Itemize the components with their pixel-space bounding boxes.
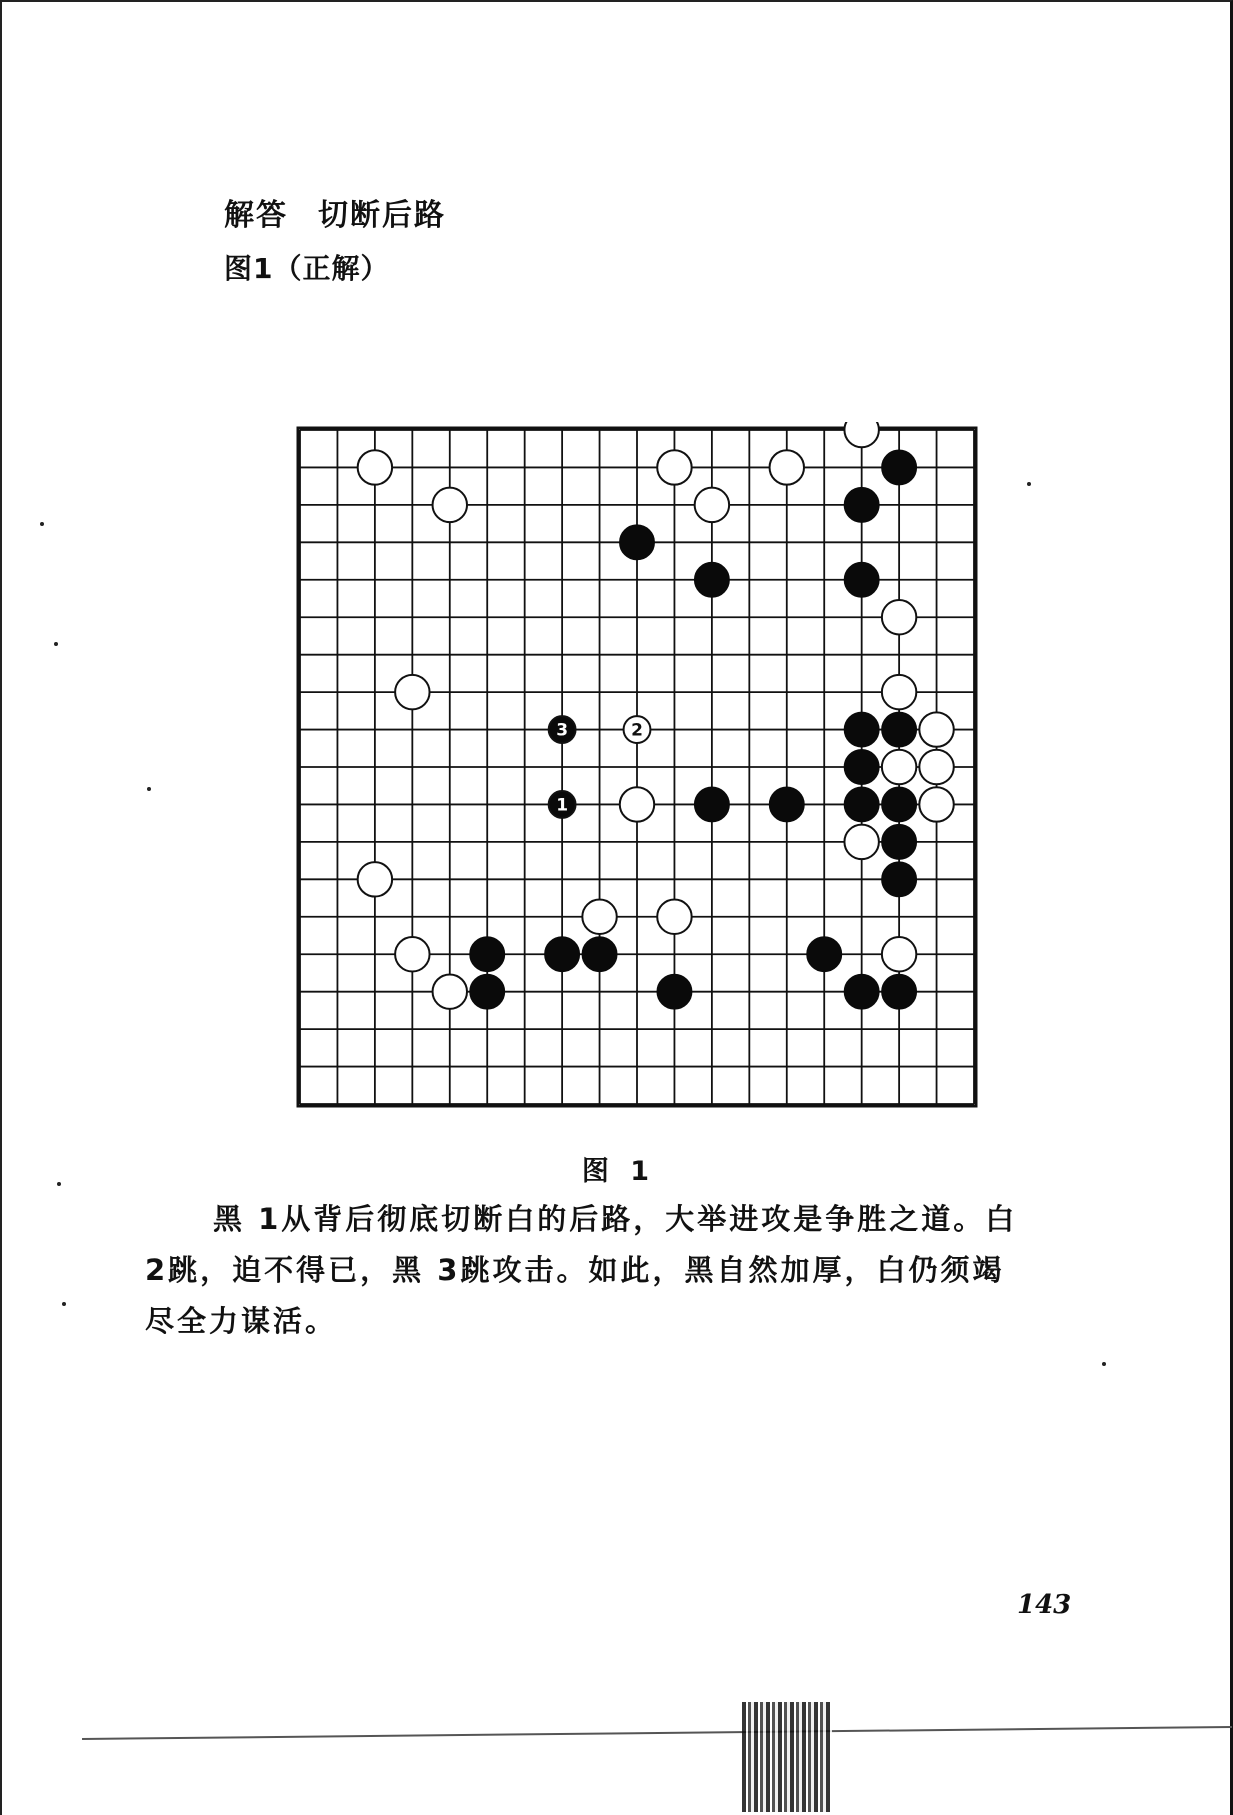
page-number: 143 (1017, 1590, 1072, 1620)
heading-label: 解答 (224, 198, 288, 233)
black-stone (545, 937, 579, 971)
body-line-1 (145, 1194, 1100, 1245)
black-stone (807, 937, 841, 971)
white-stone (695, 488, 729, 522)
scan-edge-line (82, 1726, 1232, 1740)
white-stone (657, 450, 691, 484)
white-stone (395, 937, 429, 971)
figure-caption: 图 1 (581, 1156, 656, 1187)
white-stone (844, 422, 878, 447)
white-stone (919, 750, 953, 784)
white-stone (882, 600, 916, 634)
white-stone (919, 787, 953, 821)
scan-speck (57, 1182, 61, 1186)
body-line-1-text: 黑 1从背后彻底切断白的后路，大举进攻是争胜之道。白 (213, 1202, 1018, 1236)
black-stone (882, 450, 916, 484)
section-heading (224, 190, 446, 234)
white-stone (657, 900, 691, 934)
black-stone (770, 787, 804, 821)
body-line-3-text: 尽全力谋活。 (145, 1304, 338, 1338)
move-number-label: 1 (556, 795, 569, 816)
white-stone (620, 787, 654, 821)
white-stone (433, 488, 467, 522)
black-stone (470, 937, 504, 971)
white-stone (919, 712, 953, 746)
scan-artifact (742, 1702, 832, 1812)
go-board (292, 422, 982, 1112)
black-stone (695, 563, 729, 597)
black-stone (882, 974, 916, 1008)
white-stone (358, 862, 392, 896)
scan-speck (62, 1302, 66, 1306)
scan-speck (1102, 1362, 1106, 1366)
body-line-2 (145, 1245, 1100, 1296)
black-stone (844, 787, 878, 821)
body-line-3 (145, 1296, 1100, 1347)
black-stone (620, 525, 654, 559)
black-stone (844, 712, 878, 746)
black-stone (882, 825, 916, 859)
white-stone (582, 900, 616, 934)
black-stone (657, 974, 691, 1008)
black-stone (882, 862, 916, 896)
white-stone (844, 825, 878, 859)
white-stone (433, 974, 467, 1008)
move-number-label: 3 (556, 720, 569, 741)
white-stone (358, 450, 392, 484)
black-stone (844, 750, 878, 784)
white-stone (770, 450, 804, 484)
heading-title: 切断后路 (318, 198, 446, 233)
go-board-diagram (292, 422, 982, 1112)
black-stone (844, 974, 878, 1008)
white-stone (395, 675, 429, 709)
white-stone (882, 675, 916, 709)
figure-subheading: 图1（正解） (224, 252, 390, 285)
white-stone (882, 750, 916, 784)
black-stone (582, 937, 616, 971)
black-stone (882, 787, 916, 821)
scan-speck (147, 787, 151, 791)
scan-speck (54, 642, 58, 646)
black-stone (844, 563, 878, 597)
body-paragraph (145, 1194, 1100, 1347)
white-stone (882, 937, 916, 971)
black-stone (844, 488, 878, 522)
body-line-2-text: 2跳，迫不得已，黑 3跳攻击。如此，黑自然加厚，白仍须竭 (145, 1253, 1005, 1287)
scan-speck (1027, 482, 1031, 486)
black-stone (695, 787, 729, 821)
black-stone (470, 974, 504, 1008)
scan-speck (40, 522, 44, 526)
black-stone (882, 712, 916, 746)
move-number-label: 2 (631, 720, 643, 741)
